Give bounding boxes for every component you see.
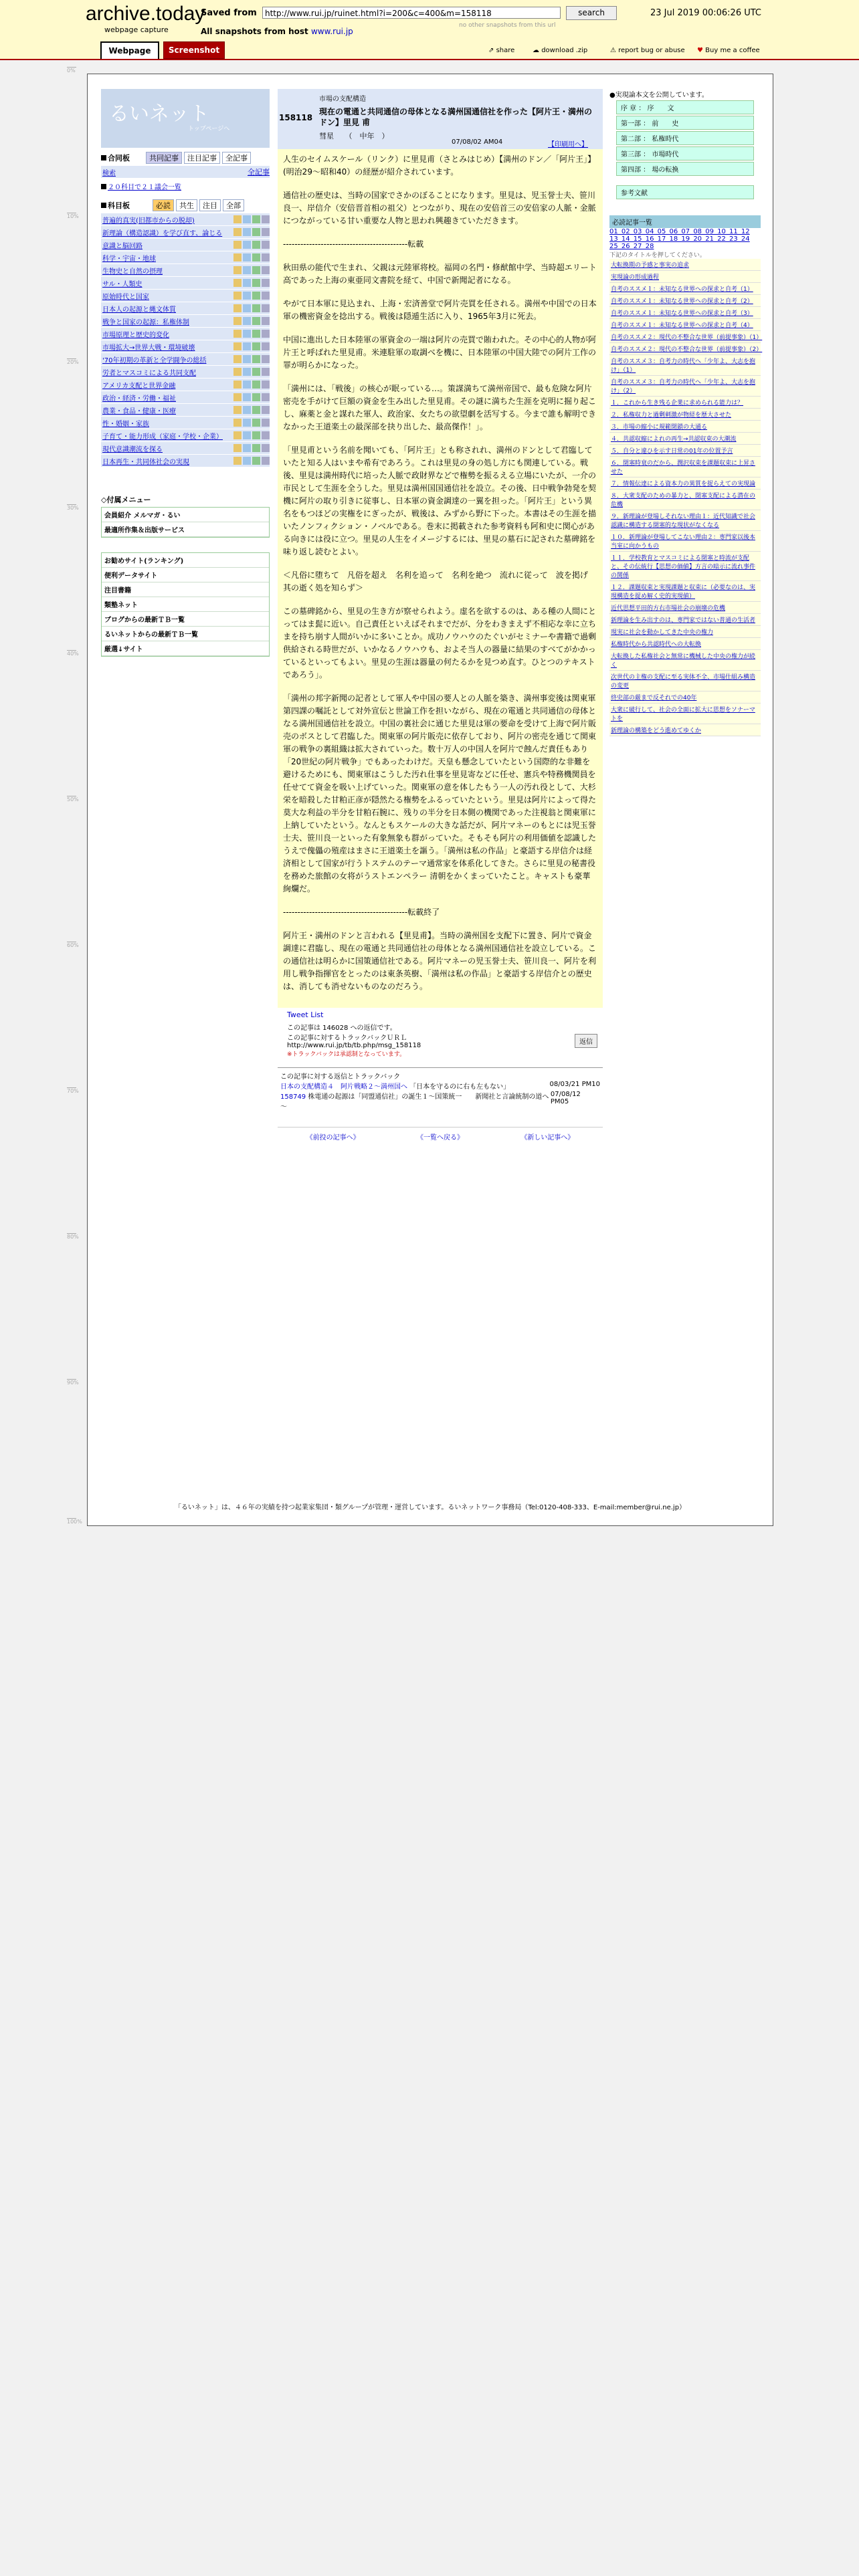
calendar-note: 下記のタイトルを押してください。 bbox=[609, 252, 706, 259]
warning-icon: ⚠ bbox=[610, 47, 616, 54]
share-link[interactable]: ⇗ share bbox=[488, 47, 515, 54]
category-link[interactable]: 新理論（構造認識）を学び直す、論じる bbox=[102, 229, 223, 237]
tab-webpage[interactable]: Webpage bbox=[100, 41, 159, 59]
back-to-list-link[interactable]: 《一覧へ戻る》 bbox=[416, 1134, 464, 1142]
capture-date: 23 Jul 2019 00:06:26 UTC bbox=[650, 8, 761, 18]
all-icon[interactable] bbox=[262, 241, 270, 249]
must-read-item[interactable]: ６．閉塞時衰のだから、潤沢収束を課題収束に上昇させた bbox=[609, 457, 761, 477]
article-paragraph: ＜凡俗に堕ちて 凡俗を超え 名利を追って 名利を絶つ 流れに従って 波を掲げ 其の逝く処を知らず＞ bbox=[283, 570, 596, 593]
all-icon[interactable] bbox=[262, 304, 270, 312]
book-icon[interactable] bbox=[233, 419, 242, 427]
category-link[interactable]: 現代意識潮流を探る bbox=[102, 445, 163, 453]
empathy-icon[interactable] bbox=[243, 292, 251, 300]
category-row bbox=[101, 328, 270, 340]
tab-featured[interactable]: 注目 bbox=[199, 199, 221, 211]
link-item[interactable]: 類塾ネット bbox=[102, 597, 269, 612]
empathy-icon[interactable] bbox=[243, 253, 251, 261]
article-paragraph: 秋田県の能代で生まれ、父親は元陸軍将校。福岡の名門・修猷館中学、当時超エリート高であった上海の東亜同文書院を経て、中国で新聞記者になる。 bbox=[283, 263, 597, 285]
empathy-icon[interactable] bbox=[243, 228, 251, 236]
menu-item[interactable]: 最適所作集＆出版サービス bbox=[102, 522, 269, 537]
all-articles-link[interactable]: 全記事 bbox=[248, 168, 270, 177]
article-date: 07/08/02 AM04 bbox=[452, 138, 503, 146]
prev-article-link[interactable]: 《前投の記事へ》 bbox=[306, 1134, 360, 1142]
link-item[interactable]: お勧めサイト(ランキング) bbox=[102, 553, 269, 568]
category-row bbox=[101, 429, 270, 442]
featured-icon[interactable] bbox=[252, 444, 260, 452]
left-column bbox=[101, 89, 270, 658]
must-read-item[interactable]: １１．学校教育とマスコミによる閉塞と時流が支配と、その伝統行【思想の価値】方言の暗示に流れ事件の関係 bbox=[609, 552, 761, 581]
reply-item: 158749 株電通の起源は「同盟通信社」の誕生１～国策統一 新聞社と言論統制の道へ～ 07/08/12 PM05 bbox=[280, 1091, 581, 1111]
category-link[interactable]: アメリカ支配と世界金融 bbox=[102, 382, 176, 390]
must-read-header: 必読記事一覧 bbox=[609, 215, 761, 228]
category-link[interactable]: 日本再生・共同体社会の実現 bbox=[102, 458, 189, 466]
must-read-item[interactable]: 自考のススメ２：現代の不整合な世界（前提事象）（2） bbox=[609, 343, 761, 355]
article-paragraph: 中国に進出した日本陸軍の軍資金の一端は阿片の売買で賄われた。その中心的人物が阿片王と呼ばれた里見甫。米連駐軍の取調べを機に、日本陸軍の中国大陸での阿片工作の罪が明らかになった。 bbox=[283, 335, 597, 370]
book-icon[interactable] bbox=[233, 355, 242, 363]
chapter-button[interactable]: 序 章 ： 序 文 bbox=[616, 100, 754, 114]
must-read-list bbox=[609, 259, 761, 736]
reply-to-text: この記事は 146028 への返信です。 bbox=[287, 1025, 397, 1032]
must-read-item[interactable]: 大転換期の予感と事実の追求 bbox=[609, 259, 761, 271]
category-link[interactable]: 市場拡大→世界大戦・環境破壊 bbox=[102, 344, 195, 352]
must-read-item[interactable]: 終史部の厳まで反それでの40年 bbox=[609, 691, 761, 704]
all-snapshots-label: All snapshots bbox=[201, 27, 262, 36]
book-icon[interactable] bbox=[233, 266, 242, 274]
category-link[interactable]: 意識と脳回路 bbox=[102, 242, 142, 250]
empathy-icon[interactable] bbox=[243, 457, 251, 465]
links-box bbox=[101, 552, 270, 657]
book-icon[interactable] bbox=[233, 406, 242, 414]
featured-icon[interactable] bbox=[252, 330, 260, 338]
featured-icon[interactable] bbox=[252, 241, 260, 249]
featured-icon[interactable] bbox=[252, 228, 260, 236]
must-read-item[interactable]: １．これから生き残る企業に求められる能力は？ bbox=[609, 397, 761, 409]
article-paragraph: 通信社の歴史は、当時の国家でさかのぼることになります。里見は、児玉誉士夫、笹川良一、岸信介（安倍晋首相の祖父）とつながり、現在の安倍首三の安倍家の人脈・金脈につながっている甘い重要な人物と思われ興趣きていただきます。 bbox=[283, 191, 596, 225]
tweet-link[interactable]: Tweet bbox=[287, 1010, 308, 1019]
chapter-button[interactable]: 第四部 ： 場の転換 bbox=[616, 162, 754, 176]
featured-icon[interactable] bbox=[252, 279, 260, 287]
archive-header bbox=[0, 0, 859, 60]
reply-link[interactable]: 158749 bbox=[280, 1093, 306, 1101]
saved-from-label: Saved from bbox=[201, 8, 257, 18]
article-paragraph: 「里見甫という名前を聞いても、「阿片王」とも称されれ、満州のドンとして君臨していたと知る人はいまや希有であろう。これは里見の身の処し方にも関連している。戦後、里見は満州時代に培った人脈で政財界などで権勢を振るえる立場にいたが、一介の市民として生涯を全うした。里見は満州国国通信社を設立。その後、日中戦争勃発を契機に阿片の取り引きに従事し、日本軍の資金調達の一翼を担った。「阿片王」という異名をもつほどの実権をにぎったが、戦後は、みずから野に下った。本書はその生涯を描いたノンフィクション・ノベルである。巻末に掲載された参考資料も阿和史に関心がある向きには役に立つ。里見の人生をイメージするには、里見の墓石に記された墓碑銘を味り返し読むとよい。 bbox=[283, 445, 597, 556]
must-read-item[interactable]: 次世代の主権の支配に至る実体不全、市場仕組み構造の変更 bbox=[609, 671, 761, 691]
must-read-item[interactable]: 新理論を生み出すのは、専門家ではない普通の生活者 bbox=[609, 614, 761, 626]
category-link[interactable]: 生物史と自然の摂理 bbox=[102, 267, 163, 276]
tab-featured-articles[interactable]: 注目記事 bbox=[184, 152, 220, 164]
category-list bbox=[101, 213, 270, 467]
must-read-item[interactable]: 自考のススメ１：未知なる世界への探求と自考（3） bbox=[609, 307, 761, 319]
list-link[interactable]: List bbox=[310, 1010, 324, 1019]
banner-subtitle: トップページへ bbox=[188, 126, 230, 132]
all-icon[interactable] bbox=[262, 279, 270, 287]
must-read-item[interactable]: ７．情報伝達による資本力の異質を捉らえての実現論 bbox=[609, 477, 761, 490]
link-item[interactable]: 便利データサイト bbox=[102, 568, 269, 582]
search-button[interactable]: search bbox=[566, 6, 617, 20]
featured-icon[interactable] bbox=[252, 304, 260, 312]
empathy-icon[interactable] bbox=[243, 317, 251, 325]
category-link[interactable]: 農業・食品・健康・医療 bbox=[102, 407, 176, 415]
category-link[interactable]: 政治・経済・労働・福祉 bbox=[102, 395, 176, 403]
book-icon[interactable] bbox=[233, 368, 242, 376]
article-title: 現在の電通と共同通信の母体となる満州国通信社を作った【阿片王・満州のドン】里見 甫 bbox=[319, 107, 593, 127]
all-icon[interactable] bbox=[262, 368, 270, 376]
no-other-snapshots: no other snapshots from this url bbox=[459, 22, 556, 29]
category-row bbox=[101, 277, 270, 290]
must-read-item[interactable]: 自考のススメ１：未知なる世界への探求と自考（1） bbox=[609, 283, 761, 295]
book-icon[interactable] bbox=[233, 292, 242, 300]
empathy-icon[interactable] bbox=[243, 266, 251, 274]
featured-icon[interactable] bbox=[252, 266, 260, 274]
featured-icon[interactable] bbox=[252, 431, 260, 439]
category-row bbox=[101, 226, 270, 239]
category-row bbox=[101, 404, 270, 417]
empathy-icon[interactable] bbox=[243, 406, 251, 414]
tab-joint-articles[interactable]: 共同記事 bbox=[146, 152, 182, 164]
trackback-url[interactable]: http://www.rui.jp/tb/tb.php/msg_158118 bbox=[287, 1042, 421, 1049]
archive-logo[interactable]: archive.today bbox=[86, 3, 205, 25]
category-row bbox=[101, 455, 270, 467]
right-title: ●実現論本文を公開しています。 bbox=[609, 92, 708, 99]
category-link[interactable]: 普遍的真実(旧都市からの脱却) bbox=[102, 217, 195, 225]
all-icon[interactable] bbox=[262, 292, 270, 300]
empathy-icon[interactable] bbox=[243, 431, 251, 439]
reply-link[interactable]: 日本の支配構造４ 阿片戦略２～満州国へ bbox=[280, 1083, 407, 1091]
report-link[interactable]: ⚠ report bug or abuse bbox=[610, 47, 685, 54]
tab-all-articles[interactable]: 全記事 bbox=[222, 152, 251, 164]
must-read-item[interactable]: 自考のススメ１：未知なる世界への探求と自考（2） bbox=[609, 295, 761, 307]
search-row bbox=[101, 166, 270, 179]
must-read-item[interactable]: ８．大衆支配のための暴力と、閉塞支配による潜在の危機 bbox=[609, 490, 761, 510]
empathy-icon[interactable] bbox=[243, 381, 251, 389]
article-paragraph: -------------------------------------------転載 bbox=[283, 239, 424, 249]
share-row bbox=[278, 1008, 603, 1022]
article-header bbox=[278, 89, 603, 149]
empathy-icon[interactable] bbox=[243, 368, 251, 376]
category-row bbox=[101, 379, 270, 391]
twenty-subjects-link[interactable]: ２０科目で２１議会一覧 bbox=[101, 181, 270, 191]
menu-box bbox=[101, 507, 270, 538]
all-icon[interactable] bbox=[262, 406, 270, 414]
category-link[interactable]: 原始時代と国家 bbox=[102, 293, 149, 301]
trackback-note: ※トラックバックは承認制となっています。 bbox=[287, 1051, 406, 1058]
category-link[interactable]: 科学・宇宙・地球 bbox=[102, 255, 156, 263]
category-row bbox=[101, 442, 270, 455]
must-read-item[interactable]: ４．共認収縮によれの再生→共認収束の大潮流 bbox=[609, 433, 761, 445]
right-column bbox=[609, 89, 761, 736]
menu-item[interactable]: 会員紹介 メルマガ・るい bbox=[102, 508, 269, 522]
featured-icon[interactable] bbox=[252, 253, 260, 261]
all-icon[interactable] bbox=[262, 457, 270, 465]
all-icon[interactable] bbox=[262, 419, 270, 427]
article-paragraph: この墓碑銘から、里見の生き方が察せられよう。虚名を欲するのは、ある種の人間にとってはま髭に近い。自己責任といえばそれまでだが、分をわきまえず不相応な幸に立ちまを持ち崩す人間がいかに多いことか。成功ノウハウのたぐいがセミナーや書籍で過剰供給される時世だが、いかなるノウハウも、およそ当人の器量に結果のすべてがかかっているといってもよい。里見の生涯は器量の何たるかを見つめ直す。ひとつのテキストであろう」。 bbox=[283, 607, 597, 679]
next-article-link[interactable]: 《新しい記事へ》 bbox=[520, 1134, 575, 1142]
article-paragraph: 「満州には、「戦後」の核心が眠っている…。策謀満ちて満州帝国で、最も危険な阿片密売を手がけて巨額の資金を生み出した里見甫。その謎に満ちた生涯を克明に掘り起こし、麻薬と金と謀れた軍人、政治家、女たちの欲望劇を活写する。今まで誰も解明できなかった王道楽土の最深部を抉り出した、最高傑作！」。 bbox=[283, 384, 597, 431]
square-icon bbox=[101, 155, 106, 160]
archived-page bbox=[87, 74, 773, 1526]
article-body bbox=[278, 149, 603, 1008]
share-icon: ⇗ bbox=[488, 47, 494, 54]
article-author: 彗星 （ 中年 ） bbox=[319, 132, 389, 140]
tab-screenshot[interactable]: Screenshot bbox=[163, 41, 225, 59]
category-link[interactable]: 子育て・能力形成（家庭・学校・企業） bbox=[102, 433, 223, 441]
book-icon[interactable] bbox=[233, 431, 242, 439]
from-host-label: from host bbox=[264, 27, 308, 36]
empathy-icon[interactable] bbox=[243, 279, 251, 287]
article-paragraph: 人生のセイムスケール（リンク）に里見甫（さとみはじめ）【満州のドン／「阿片王」】(明治29～昭和40）の経歴が紹介されています。 bbox=[283, 154, 596, 177]
category-row bbox=[101, 251, 270, 264]
references-button[interactable]: 参考文献 bbox=[616, 185, 754, 199]
featured-icon[interactable] bbox=[252, 419, 260, 427]
all-icon[interactable] bbox=[262, 330, 270, 338]
empathy-icon[interactable] bbox=[243, 330, 251, 338]
must-read-item[interactable]: ２．私権収力と過剰刺激が物経を歴大させた bbox=[609, 409, 761, 421]
category-row bbox=[101, 239, 270, 251]
category-link[interactable]: 市場原理と歴史的変化 bbox=[102, 331, 169, 339]
featured-icon[interactable] bbox=[252, 381, 260, 389]
empathy-icon[interactable] bbox=[243, 342, 251, 350]
must-read-item[interactable]: ３．市場の縮小に規範閉鎖の大通る bbox=[609, 421, 761, 433]
category-link[interactable]: 労者とマスコミによる共同支配 bbox=[102, 369, 196, 377]
category-row bbox=[101, 391, 270, 404]
all-icon[interactable] bbox=[262, 215, 270, 223]
replies-section bbox=[278, 1067, 603, 1113]
article-id: 158118 bbox=[279, 113, 313, 122]
must-read-item[interactable]: 大衆に破行して、社会の全面に拡大に思想をソナーマトを bbox=[609, 704, 761, 724]
all-icon[interactable] bbox=[262, 393, 270, 401]
featured-icon[interactable] bbox=[252, 393, 260, 401]
trackback-info bbox=[278, 1022, 603, 1058]
book-icon[interactable] bbox=[233, 253, 242, 261]
category-row bbox=[101, 353, 270, 366]
book-icon[interactable] bbox=[233, 444, 242, 452]
must-read-item[interactable]: １２．課題収束と実現課題と収束に（必要なのは、実現構造を捉め解く史的実現値） bbox=[609, 581, 761, 602]
must-read-item[interactable]: 自考のススメ２：現代の不整合な世界（前提事象）（1） bbox=[609, 331, 761, 343]
empathy-icon[interactable] bbox=[243, 304, 251, 312]
article-paragraph: 「満州の邦字新聞の記者として軍人や中国の要人との人脈を築き、満州事変後は関東軍第四課の嘱託として対外宣伝と世論工作を担いながら、現在の電通と共同通信の母体となる満州国通信社を設立。中国の裏社会に通じた里見は軍の要命を受けて上海で阿片販売のボスとして君臨した。関東軍の阿片販売に依存しており、阿片の密売を通じて関東軍の戦争の裏組織は拡大されていった。数十万人の中国人を阿片で蝕んだ責任もあり「20世紀の阿片戦争」でもあったわけだ。天皇も懸念していたという国際的な非難を避けるためにも、関東軍はこうした汚れ仕事を里見寄などに任せ、憲兵や特務機関員を任せてて資金を吸い上げていった。関東軍の意を体したもう一人の汚れ役として、大杉栄を暗殺した甘粕正彦が隠然たる権勢をふるっていたという。里見は阿片によって得た莫大な利益の半分を甘粕石腕に、残りの半分を日本側の機関であった注視翁と関東軍に上納していたという。なんともスケールの大きな話だが、阿片マネーのもとには児玉誉士夫、笹川良一といった有象無象も群がっていた。そもそも阿片の利用価値を認識したうえで傀儡の殖産はまさに王道楽土を謳う。「満州は私の作品」と豪語する岸信介は経済相として国家が行うトステムのテーマ通常家を体系化してきた。さらに里見の秘書役を務めた旅館の女将がうストエンペラー 清朝をかくまっていたこと。キャストも豪華絢爛だ。 bbox=[283, 693, 597, 893]
article-nav bbox=[278, 1127, 603, 1142]
featured-icon[interactable] bbox=[252, 406, 260, 414]
all-icon[interactable] bbox=[262, 431, 270, 439]
category-row bbox=[101, 366, 270, 379]
all-icon[interactable] bbox=[262, 444, 270, 452]
scroll-ruler: 0% 10% 20% 30% 40% 50% 60% 70% 80% 90% 100% bbox=[67, 68, 82, 1525]
category-link[interactable]: '70年初期の革新と全学闘争の総括 bbox=[102, 356, 207, 364]
link-item[interactable]: 厳選↓サイト bbox=[102, 641, 269, 656]
empathy-icon[interactable] bbox=[243, 241, 251, 249]
chapter-button[interactable]: 第一部 ： 前 史 bbox=[616, 116, 754, 130]
book-icon[interactable] bbox=[233, 330, 242, 338]
replies-title: この記事に対する返信とトラックバック bbox=[280, 1073, 401, 1081]
square-icon bbox=[101, 203, 106, 208]
category-row bbox=[101, 302, 270, 315]
reply-item: 日本の支配構造４ 阿片戦略２～満州国へ 「日本を守るのに右も左もない」 08/03/21 PM10 bbox=[280, 1081, 600, 1091]
must-read-item[interactable]: 近代思想平田的方右市場社会の崩壊の危機 bbox=[609, 602, 761, 614]
logo-subtitle: webpage capture bbox=[104, 25, 169, 34]
book-icon[interactable] bbox=[233, 342, 242, 350]
coffee-link[interactable]: ♥ Buy me a coffee bbox=[697, 47, 760, 54]
trackback-url-label: この記事に対するトラックバックＵＲＬ bbox=[287, 1035, 407, 1042]
must-read-item[interactable]: 私権時代から共認時代への大転換 bbox=[609, 638, 761, 650]
link-item[interactable]: 注目書籍 bbox=[102, 582, 269, 597]
empathy-icon[interactable] bbox=[243, 355, 251, 363]
category-link[interactable]: 性・婚姻・家族 bbox=[102, 420, 149, 428]
must-read-item[interactable]: 新理論の構築をどう進めてゆくか bbox=[609, 724, 761, 736]
reply-button[interactable]: 返信 bbox=[575, 1034, 597, 1048]
category-row bbox=[101, 340, 270, 353]
must-read-item[interactable]: 大転換した私権社会と無常に機械した中央の権力が続く bbox=[609, 650, 761, 671]
heart-icon: ♥ bbox=[697, 47, 703, 54]
must-read-item[interactable]: 現実に社会を動かしてきた中央の権力 bbox=[609, 626, 761, 638]
must-read-item[interactable]: 自考のススメ１：未知なる世界への探求と自考（4） bbox=[609, 319, 761, 331]
link-item[interactable]: ブログからの最新ＴＢ一覧 bbox=[102, 612, 269, 627]
article-paragraph: -------------------------------------------転載終了 bbox=[283, 907, 440, 917]
article-paragraph: 阿片王・満州のドンと言われる【里見甫】。当時の満州国を支配下に置き、阿片で資金調達に君臨し、現在の電通と共同通信社の母体となる満州国通信社を設立している。この通信社は明らかに国策通信社である。阿片マネーの児玉誉士夫、笹川良一、阿片を利用し戦争指揮官をとったのは東条英樹、「満州は私の作品」と豪語する岸信介との歴史は、消しても消せないものなのだろう。 bbox=[283, 931, 597, 991]
day-links[interactable]: 01 02 03 04 05 06 07 08 09 10 11 12 13 14 15 16 17 18 19 20 21 22 23 24 25 26 27 28 bbox=[609, 228, 750, 250]
book-icon[interactable] bbox=[233, 215, 242, 223]
empathy-icon[interactable] bbox=[243, 393, 251, 401]
book-icon[interactable] bbox=[233, 317, 242, 325]
book-icon[interactable] bbox=[233, 304, 242, 312]
category-row bbox=[101, 213, 270, 226]
category-link[interactable]: サル・人類史 bbox=[102, 280, 142, 288]
featured-icon[interactable] bbox=[252, 292, 260, 300]
download-link[interactable]: ☁ download .zip bbox=[533, 47, 588, 54]
tab-all[interactable]: 全部 bbox=[223, 199, 244, 211]
category-row bbox=[101, 417, 270, 429]
must-read-item[interactable]: 実現論の形成過程 bbox=[609, 271, 761, 283]
site-footer: 「るいネット」は、４６年の実績を持つ起業家集団・類グループが管理・運営しています。るいネットワーク事務局（Tel:0120-408-333、E-mail:member@rui.ne.jp） bbox=[174, 1504, 686, 1511]
all-icon[interactable] bbox=[262, 381, 270, 389]
subject-board-header: 科目板 必読 共生 注目 全部 bbox=[101, 199, 270, 211]
book-icon[interactable] bbox=[233, 457, 242, 465]
book-icon[interactable] bbox=[233, 381, 242, 389]
featured-icon[interactable] bbox=[252, 215, 260, 223]
all-icon[interactable] bbox=[262, 355, 270, 363]
empathy-icon[interactable] bbox=[243, 419, 251, 427]
featured-icon[interactable] bbox=[252, 355, 260, 363]
chapter-button[interactable]: 第三部 ： 市場時代 bbox=[616, 146, 754, 160]
featured-icon[interactable] bbox=[252, 317, 260, 325]
category-link[interactable]: 戦争と国家の起源：私権体制 bbox=[102, 318, 189, 326]
category-row bbox=[101, 264, 270, 277]
all-icon[interactable] bbox=[262, 342, 270, 350]
host-link[interactable]: www.rui.jp bbox=[310, 27, 353, 36]
all-snapshots-line bbox=[201, 27, 353, 36]
empathy-icon[interactable] bbox=[243, 444, 251, 452]
all-icon[interactable] bbox=[262, 253, 270, 261]
must-read-item[interactable]: 自考のススメ３：自考力の時代へ「少年よ、大志を抱け」（1） bbox=[609, 355, 761, 376]
circle-icon: ◇ bbox=[101, 495, 107, 504]
book-icon[interactable] bbox=[233, 279, 242, 287]
empathy-icon[interactable] bbox=[243, 215, 251, 223]
category-row bbox=[101, 290, 270, 302]
tab-must-read[interactable]: 必読 bbox=[153, 199, 174, 211]
site-banner[interactable] bbox=[101, 89, 270, 148]
must-read-item[interactable]: 自考のススメ３：自考力の時代へ「少年よ、大志を抱け」（2） bbox=[609, 376, 761, 397]
link-item[interactable]: るいネットからの最新ＴＢ一覧 bbox=[102, 627, 269, 641]
category-link[interactable]: 日本人の起源と縄文体質 bbox=[102, 306, 176, 314]
board-name[interactable]: 市場の支配構造 bbox=[319, 96, 366, 103]
article-paragraph: やがて日本軍に見込まれ、上海・宏済善堂で阿片売買を任される。満州や中国での日本軍の機密資金を捻出する。戦後は隠遁生活に入り、1965年3月に死去。 bbox=[283, 299, 597, 321]
joint-board-header: 合同板 共同記事 注目記事 全記事 bbox=[101, 152, 270, 164]
cloud-icon: ☁ bbox=[533, 47, 539, 54]
must-read-item[interactable]: １０．新理論が登場してこない理由２：専門家以後本当室に向かうもの bbox=[609, 531, 761, 552]
featured-icon[interactable] bbox=[252, 342, 260, 350]
category-row bbox=[101, 315, 270, 328]
featured-icon[interactable] bbox=[252, 457, 260, 465]
square-icon bbox=[101, 184, 106, 189]
banner-title: るいネット bbox=[109, 102, 209, 126]
url-input[interactable]: http://www.rui.jp/ruinet.html?i=200&c=400&m=158118 bbox=[262, 7, 561, 19]
book-icon[interactable] bbox=[233, 241, 242, 249]
book-icon[interactable] bbox=[233, 393, 242, 401]
article-column bbox=[278, 89, 603, 1142]
search-link[interactable]: 検索 bbox=[102, 169, 116, 177]
chapter-button[interactable]: 第二部 ： 私権時代 bbox=[616, 131, 754, 145]
all-icon[interactable] bbox=[262, 317, 270, 325]
print-link[interactable]: 【印刷用へ】 bbox=[548, 141, 588, 148]
all-icon[interactable] bbox=[262, 266, 270, 274]
book-icon[interactable] bbox=[233, 228, 242, 236]
tab-empathy[interactable]: 共生 bbox=[176, 199, 197, 211]
must-read-item[interactable]: ５．自分と違ひを示す日常の01年の位置予言 bbox=[609, 445, 761, 457]
all-icon[interactable] bbox=[262, 228, 270, 236]
featured-icon[interactable] bbox=[252, 368, 260, 376]
menu-header: ◇ 付属メニュー bbox=[101, 495, 151, 504]
must-read-item[interactable]: ９．新理論が登場しそれない理由１：近代知識で社会認識に構造する閉塞的な現状がなくなる bbox=[609, 510, 761, 531]
